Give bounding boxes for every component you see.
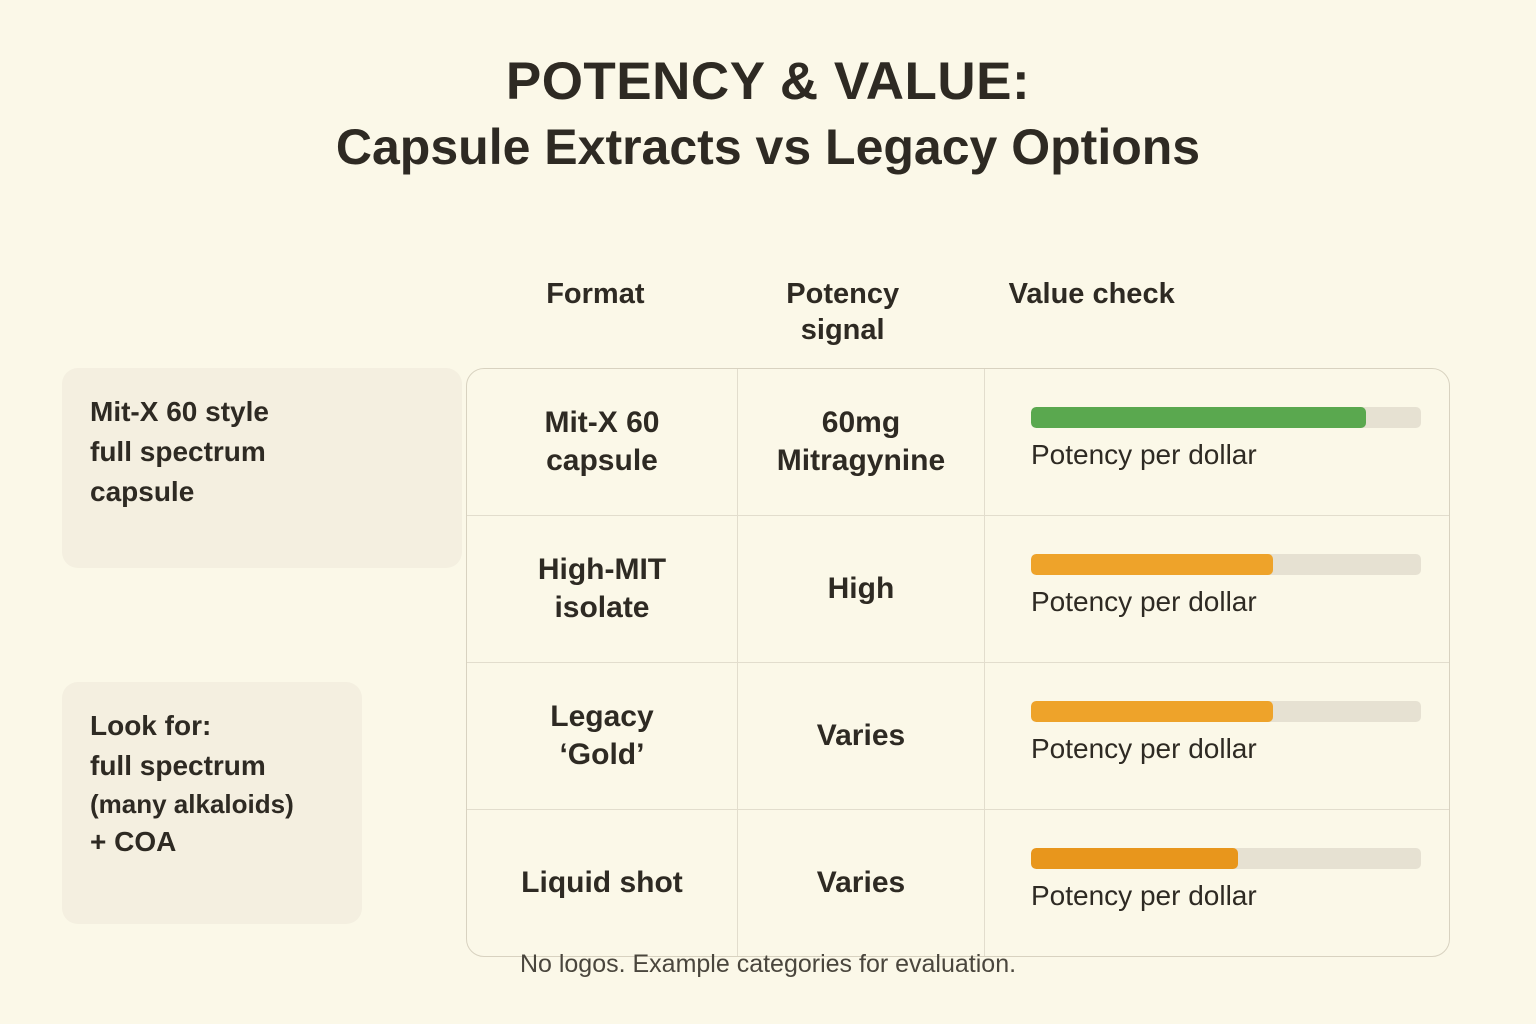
note-2-line-3: (many alkaloids) — [90, 788, 294, 819]
format-line-1: High-MIT — [537, 552, 667, 586]
cell-format — [467, 516, 738, 662]
note-1-line-3: capsule — [90, 475, 195, 507]
cell-format — [467, 369, 738, 515]
header-potency-line-1: Potency — [786, 278, 900, 310]
table-row — [467, 516, 1449, 663]
table-row — [467, 663, 1449, 810]
cell-value-check — [985, 810, 1449, 956]
potency-bar-fill — [1031, 848, 1238, 869]
header-format: Format — [546, 278, 645, 310]
note-card-product — [62, 368, 462, 568]
footnote: No logos. Example categories for evaluation. — [519, 950, 1017, 978]
header-potency-line-2: signal — [800, 314, 885, 347]
potency-line-1: Varies — [816, 865, 906, 899]
note-2-line-1: Look for: — [90, 710, 212, 741]
note-1-line-2: full spectrum — [90, 435, 266, 467]
potency-bar-label: Potency per dollar — [1031, 586, 1257, 617]
note-card-look-for — [62, 682, 362, 924]
note-2-line-2: full spectrum — [90, 749, 266, 781]
potency-bar-track — [1031, 554, 1421, 575]
header-potency — [725, 258, 961, 349]
table-header-row — [466, 258, 1450, 368]
table-row — [467, 369, 1449, 516]
potency-bar-label: Potency per dollar — [1031, 439, 1257, 470]
cell-potency — [738, 810, 985, 956]
potency-line-1: High — [827, 571, 895, 605]
title-line-1: POTENCY & VALUE: — [505, 52, 1031, 111]
format-line-1: Liquid shot — [521, 865, 683, 899]
cell-potency — [738, 663, 985, 809]
table-row — [467, 810, 1449, 956]
cell-format — [467, 810, 738, 956]
potency-line-1: 60mg — [821, 405, 901, 439]
potency-bar-track — [1031, 848, 1421, 869]
title-block — [0, 52, 1536, 177]
cell-format — [467, 663, 738, 809]
potency-line-1: Varies — [816, 718, 906, 752]
format-line-1: Legacy — [550, 699, 654, 733]
comparison-table — [466, 258, 1450, 957]
cell-potency — [738, 516, 985, 662]
potency-line-2: Mitragynine — [776, 444, 946, 477]
format-line-2: capsule — [546, 444, 658, 477]
cell-value-check — [985, 516, 1449, 662]
potency-bar-label: Potency per dollar — [1031, 880, 1257, 911]
potency-bar-fill — [1031, 554, 1273, 575]
note-2-line-4: + COA — [90, 826, 177, 858]
header-value-check: Value check — [1008, 278, 1175, 310]
format-line-1: Mit-X 60 — [544, 405, 660, 439]
potency-bar-track — [1031, 407, 1421, 428]
cell-value-check — [985, 663, 1449, 809]
table-body — [466, 368, 1450, 957]
cell-potency — [738, 369, 985, 515]
potency-bar-fill — [1031, 701, 1273, 722]
potency-bar-track — [1031, 701, 1421, 722]
cell-value-check — [985, 369, 1449, 515]
format-line-2: ‘Gold’ — [559, 738, 645, 771]
format-line-2: isolate — [554, 591, 650, 624]
potency-bar-label: Potency per dollar — [1031, 733, 1257, 764]
title-line-2: Capsule Extracts vs Legacy Options — [335, 119, 1201, 176]
note-1-line-1: Mit-X 60 style — [90, 396, 269, 427]
potency-bar-fill — [1031, 407, 1366, 428]
